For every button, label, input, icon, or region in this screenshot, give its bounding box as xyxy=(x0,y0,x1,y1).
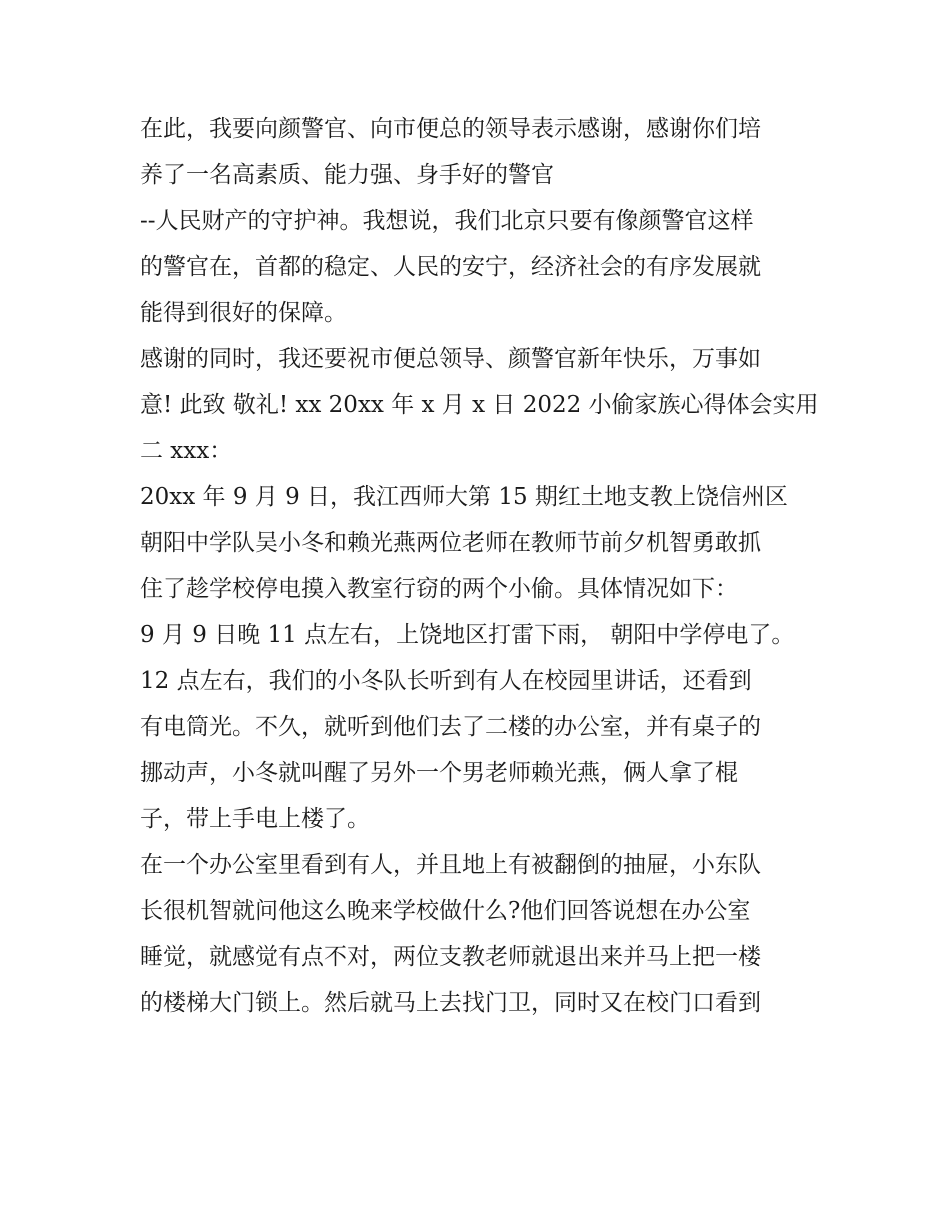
text-line: 的楼梯大门锁上。然后就马上去找门卫，同时又在校门口看到 xyxy=(140,990,761,1016)
text-line: 有电筒光。不久，就听到他们去了二楼的办公室，并有桌子的 xyxy=(140,714,761,740)
text-line: 朝阳中学队吴小冬和赖光燕两位老师在教师节前夕机智勇敢抓 xyxy=(140,530,761,556)
text-line: 的警官在，首都的稳定、人民的安宁，经济社会的有序发展就 xyxy=(140,254,761,280)
text-line: 养了一名高素质、能力强、身手好的警官 xyxy=(140,162,554,188)
text-line: 在此，我要向颜警官、向市便总的领导表示感谢，感谢你们培 xyxy=(140,116,761,142)
text-line: 子，带上手电上楼了。 xyxy=(140,806,370,832)
text-line: 二 xxx： xyxy=(140,438,233,464)
text-line: 睡觉，就感觉有点不对，两位支教老师就退出来并马上把一楼 xyxy=(140,944,761,970)
text-line: 能得到很好的保障。 xyxy=(140,300,347,326)
text-line: 9 月 9 日晚 11 点左右，上饶地区打雷下雨， 朝阳中学停电了。 xyxy=(140,622,795,648)
text-line: 12 点左右，我们的小冬队长听到有人在校园里讲话，还看到 xyxy=(140,668,752,694)
text-line: 意! 此致 敬礼! xx 20xx 年 x 月 x 日 2022 小偷家族心得体会实用 xyxy=(140,392,819,418)
text-line: 长很机智就问他这么晚来学校做什么?他们回答说想在办公室 xyxy=(140,898,751,924)
text-line: 住了趁学校停电摸入教室行窃的两个小偷。具体情况如下： xyxy=(140,576,738,602)
text-line: 在一个办公室里看到有人，并且地上有被翻倒的抽屉，小东队 xyxy=(140,852,761,878)
document-body xyxy=(140,106,820,1026)
text-line: 挪动声，小冬就叫醒了另外一个男老师赖光燕，俩人拿了棍 xyxy=(140,760,738,786)
text-line: --人民财产的守护神。我想说，我们北京只要有像颜警官这样 xyxy=(140,208,754,234)
text-line: 20xx 年 9 月 9 日，我江西师大第 15 期红土地支教上饶信州区 xyxy=(140,484,788,510)
text-line: 感谢的同时，我还要祝市便总领导、颜警官新年快乐，万事如 xyxy=(140,346,761,372)
